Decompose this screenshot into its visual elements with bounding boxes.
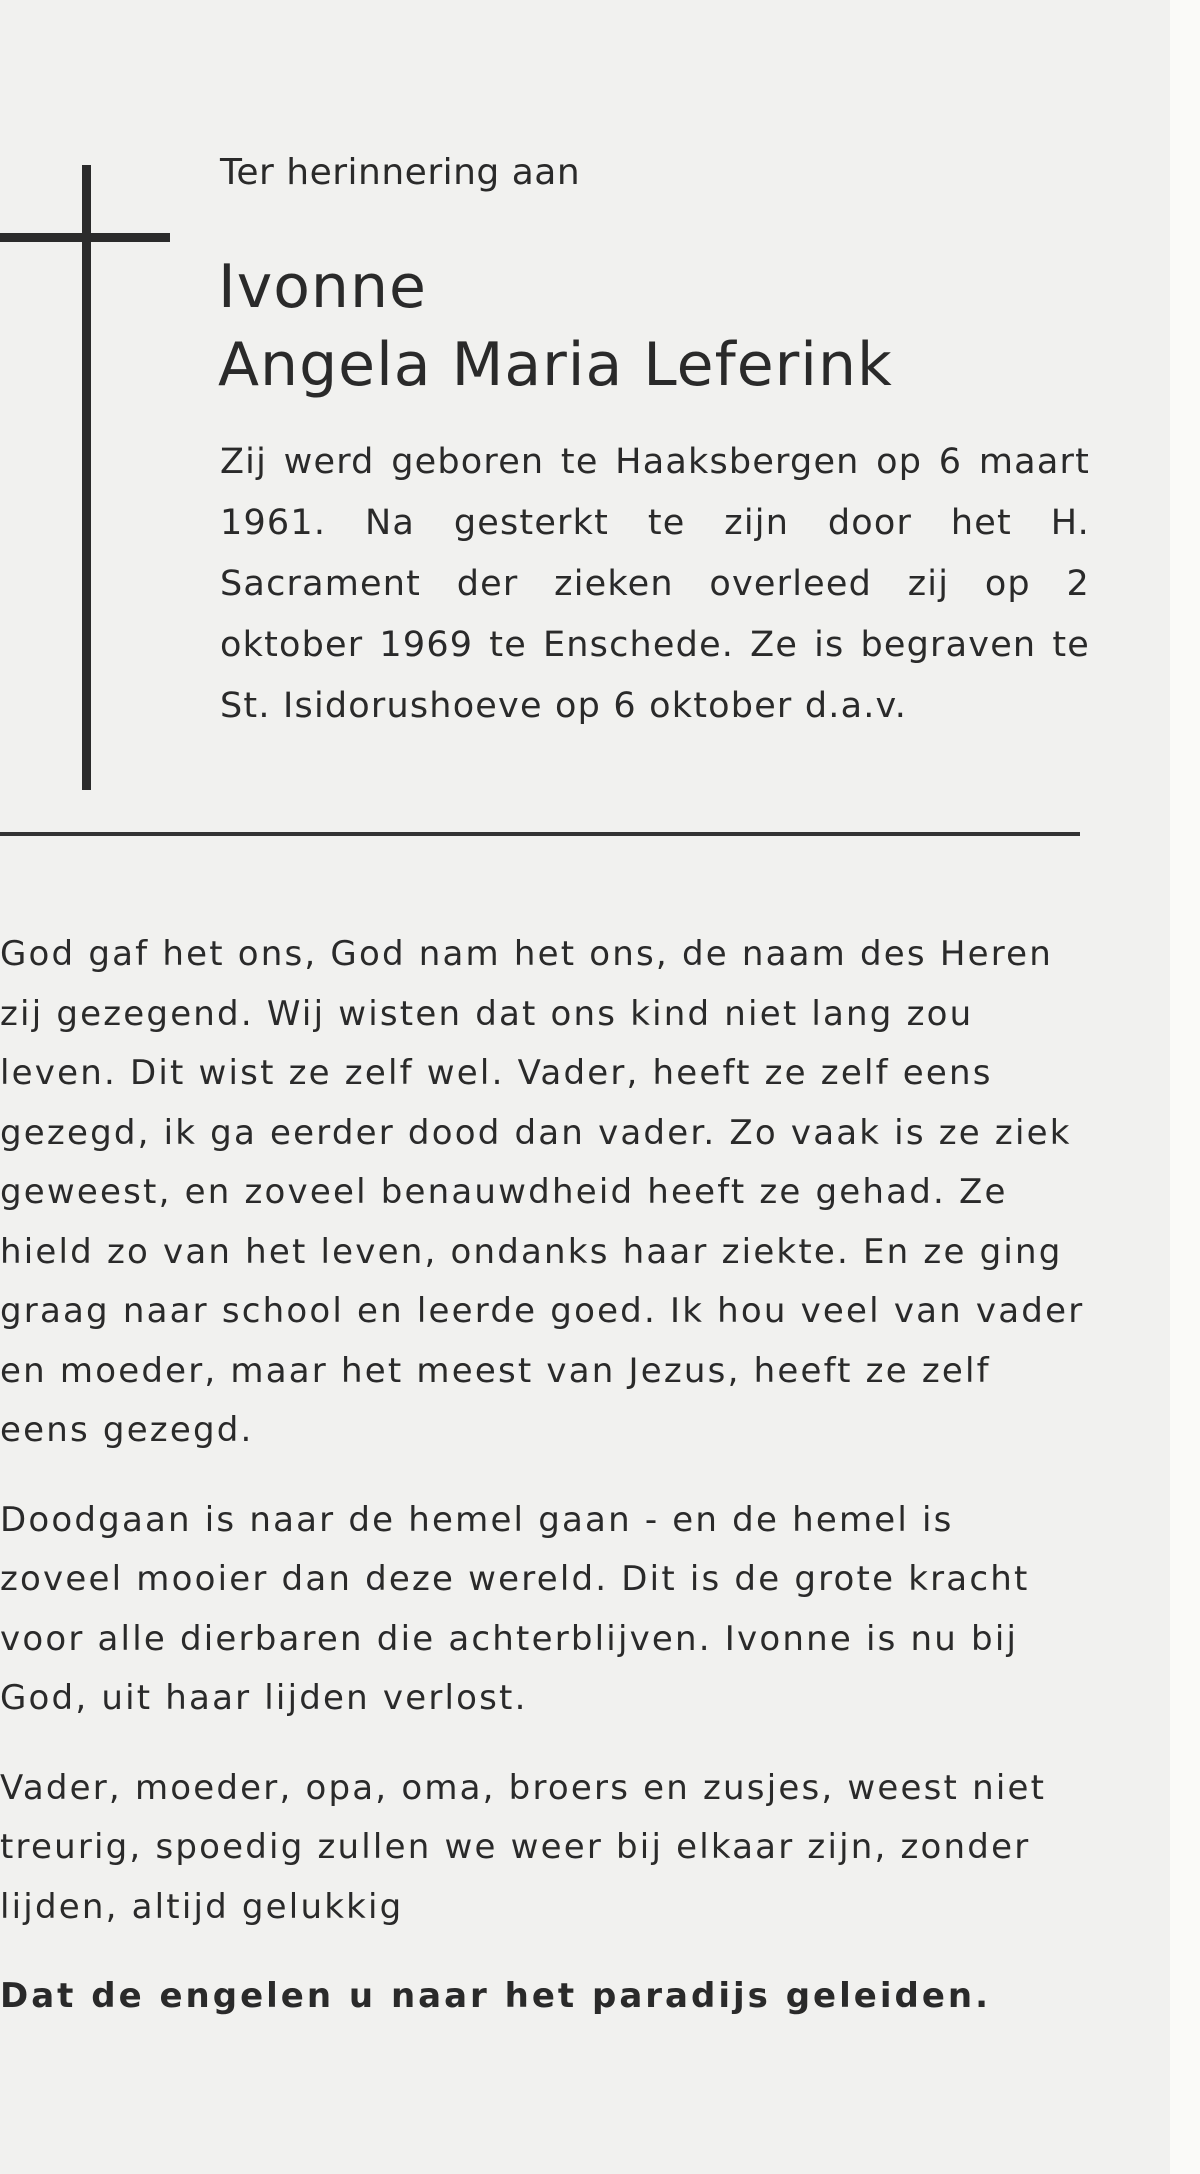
cross-horizontal-bar (0, 233, 170, 242)
biography-text: Zij werd geboren te Haaksbergen op 6 maart 1961. Na gesterkt te zijn door het H. Sacrament der zieken overleed zij op 2 oktober 1969 te Enschede. Ze is begraven te St. Isidorushoeve op 6 oktober d.a.v. (220, 442, 1090, 726)
paragraph: Vader, moeder, opa, oma, broers en zusjes, weest niet treurig, spoedig zullen we weer bij elkaar zijn, zonder lijden, altijd gelukkig (0, 1767, 1047, 1927)
cross-vertical-bar (82, 165, 91, 790)
memorial-text (0, 925, 1085, 2057)
intro-text: Ter herinnering aan (220, 152, 581, 193)
closing-line: Dat de engelen u naar het paradijs geleiden. (0, 1976, 991, 2016)
paragraph: God gaf het ons, God nam het ons, de naam des Heren zij gezegend. Wij wisten dat ons kind niet lang zou leven. Dit wist ze zelf wel. Vader, heeft ze zelf eens gezegd, ik ga eerder dood dan vader. Zo vaak is ze ziek geweest, en zoveel benauwdheid heeft ze gehad. Ze hield zo van het leven, ondanks haar ziekte. En ze ging graag naar school en leerde goed. Ik hou veel van vader en moeder, maar het meest van Jezus, heeft ze zelf eens gezegd. (0, 934, 1085, 1450)
name-line-full: Angela Maria Leferink (218, 330, 893, 400)
paragraph: Doodgaan is naar de hemel gaan - en de hemel is zoveel mooier dan deze wereld. Dit is de grote kracht voor alle dierbaren die achterblijven. Ivonne is nu bij God, uit haar lijden verlost. (0, 1499, 1030, 1718)
name-line-first: Ivonne (218, 252, 427, 322)
deceased-name (218, 248, 893, 404)
scan-edge (1170, 0, 1200, 2174)
divider-line (0, 832, 1080, 836)
